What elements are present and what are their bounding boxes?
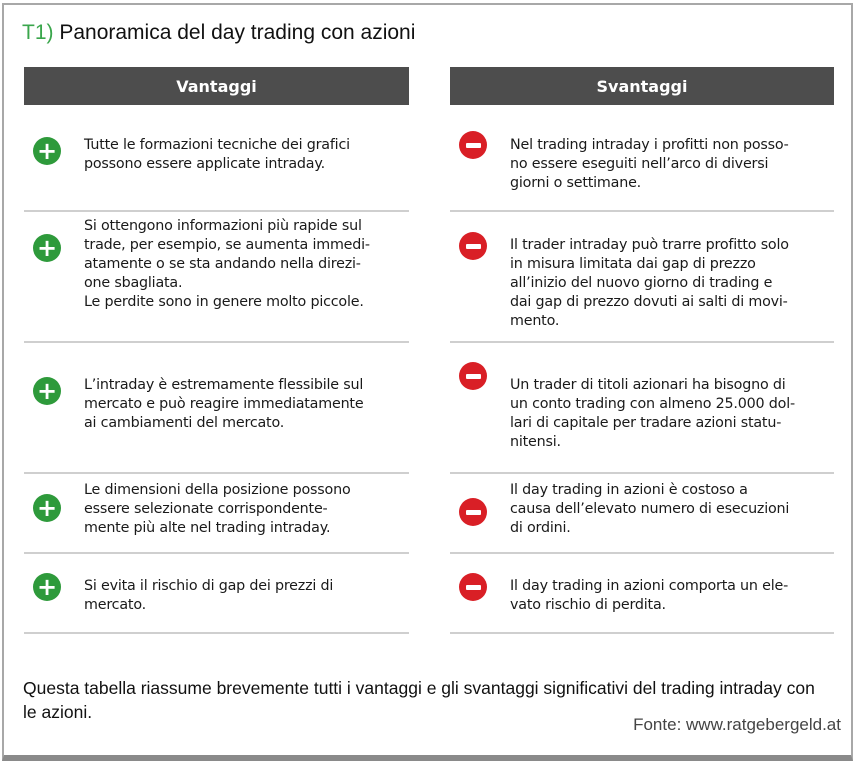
title-text: Panoramica del day trading con azioni <box>59 21 416 44</box>
disadvantage-row <box>450 343 834 474</box>
advantage-row <box>24 343 409 474</box>
disadvantages-header: Svantaggi <box>450 67 834 105</box>
advantage-text: Si evita il rischio di gap dei prezzi di mercato. <box>84 578 334 613</box>
minus-icon <box>459 232 487 260</box>
source-credit: Fonte: www.ratgebergeld.at <box>633 715 841 734</box>
disadvantage-text: Un trader di titoli azionari ha bisogno di un conto trading con almeno 25.000 dol- lari di capitale per tradare azioni statu- nitensi. <box>510 377 795 450</box>
disadvantage-text: Il day trading in azioni comporta un ele- vato rischio di perdita. <box>510 578 789 613</box>
advantage-text: L’intraday è estremamente flessibile sul mercato e può reagire immediatamente ai cambiamenti del mercato. <box>84 377 364 431</box>
disadvantage-row <box>450 554 834 634</box>
minus-icon <box>459 498 487 526</box>
summary-text: Questa tabella riassume brevemente tutti i vantaggi e gli svantaggi significativi del trading intraday con le azioni. <box>23 678 815 722</box>
minus-icon <box>459 131 487 159</box>
advantage-row <box>24 474 409 554</box>
plus-icon: + <box>33 573 61 601</box>
advantage-text: Tutte le formazioni tecniche dei grafici possono essere applicate intraday. <box>84 137 350 172</box>
disadvantage-text: Nel trading intraday i profitti non posso- no essere eseguiti nell’arco di diversi giorni o settimane. <box>510 137 789 191</box>
minus-icon <box>459 573 487 601</box>
advantage-row <box>24 554 409 634</box>
advantages-column <box>24 67 409 634</box>
disadvantage-row <box>450 105 834 212</box>
advantage-text: Si ottengono informazioni più rapide sul trade, per esempio, se aumenta immedi- atamente o se sta andando nella direzi- one sbagliata. Le perdite sono in genere molto piccole. <box>84 218 370 310</box>
title-number: T1) <box>22 21 54 44</box>
disadvantage-row <box>450 474 834 554</box>
disadvantage-text: Il trader intraday può trarre profitto solo in misura limitata dai gap di prezzo all’inizio del nuovo giorno di trading e dai gap di prezzo dovuti ai salti di movi- mento. <box>510 237 789 329</box>
plus-icon: + <box>33 234 61 262</box>
plus-icon: + <box>33 377 61 405</box>
disadvantage-row <box>450 212 834 343</box>
disadvantage-text: Il day trading in azioni è costoso a causa dell’elevato numero di esecuzioni di ordini. <box>510 482 790 536</box>
plus-icon: + <box>33 137 61 165</box>
disadvantages-column <box>450 67 834 634</box>
advantage-text: Le dimensioni della posizione possono essere selezionate corrispondente- mente più alte nel trading intraday. <box>84 482 351 536</box>
advantages-header: Vantaggi <box>24 67 409 105</box>
page-title <box>22 21 415 45</box>
advantage-row <box>24 105 409 212</box>
minus-icon <box>459 362 487 390</box>
advantage-row <box>24 212 409 343</box>
plus-icon: + <box>33 494 61 522</box>
